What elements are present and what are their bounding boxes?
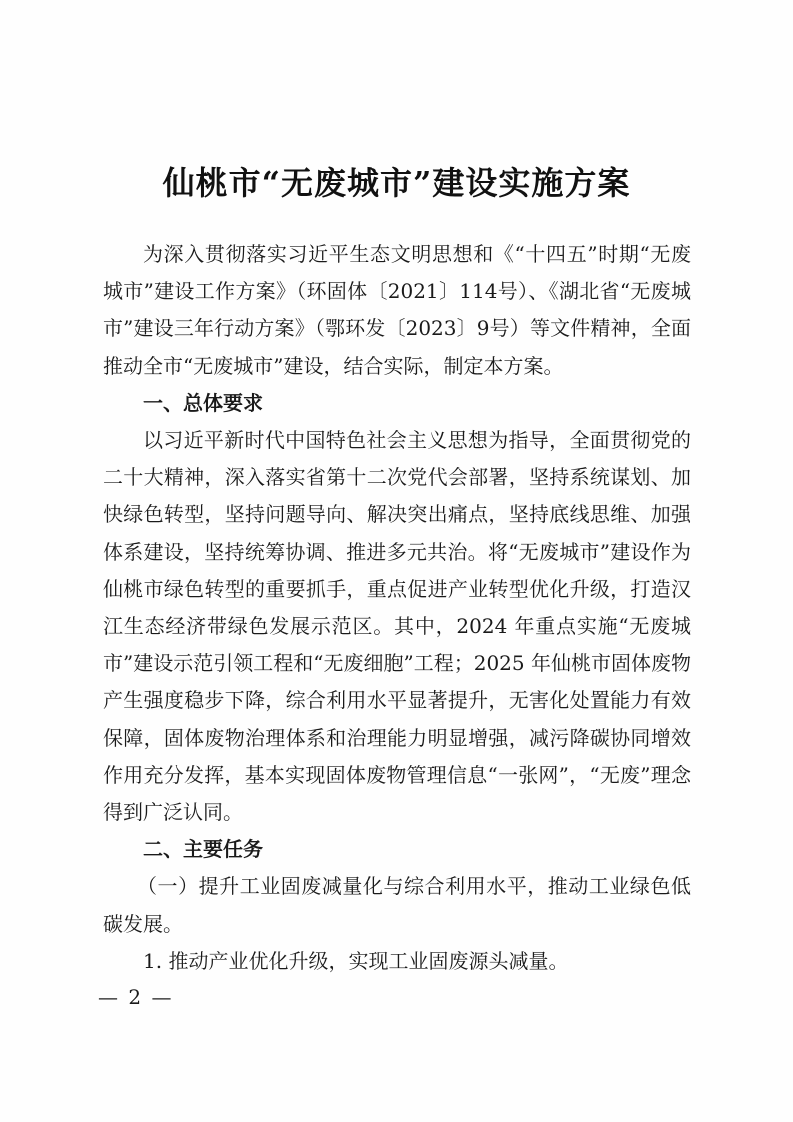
item-industrial-upgrade: 1. 推动产业优化升级，实现工业固废源头减量。 bbox=[143, 948, 569, 973]
section-heading-general-requirements: 一、总体要求 bbox=[143, 390, 263, 415]
document-title: 仙桃市“无废城市”建设实施方案 bbox=[162, 164, 631, 202]
document-body bbox=[103, 236, 691, 980]
general-requirements-paragraph: 以习近平新时代中国特色社会主义思想为指导，全面贯彻党的二十大精神，深入落实省第十二次党代会部署，坚持系统谋划、加快绿色转型，坚持问题导向、解决突出痛点，坚持底线思维、加强体系建设，坚持统筹协调、推进多元共治。将“无废城市”建设作为仙桃市绿色转型的重要抓手，重点促进产业转型优化升级，打造汉江生态经济带绿色发展示范区。其中，2024 年重点实施“无废城市”建设示范引领工程和“无废细胞”工程；2025 年仙桃市固体废物产生强度稳步下降，综合利用水平显著提升，无害化处置能力有效保障，固体废物治理体系和治理能力明显增强，减污降碳协同增效作用充分发挥，基本实现固体废物管理信息“一张网”，“无废”理念得到广泛认同。 bbox=[103, 428, 691, 825]
page-number: — 2 — bbox=[98, 985, 174, 1009]
subsection-heading-industrial-waste: （一）提升工业固废减量化与综合利用水平，推动工业绿色低碳发展。 bbox=[103, 874, 691, 936]
section-heading-main-tasks: 二、主要任务 bbox=[143, 837, 263, 862]
intro-paragraph: 为深入贯彻落实习近平生态文明思想和《“十四五”时期“无废城市”建设工作方案》（环固体〔2021〕114号）、《湖北省“无废城市”建设三年行动方案》（鄂环发〔2023〕9号）等文件精神，全面推动全市“无废城市”建设，结合实际，制定本方案。 bbox=[103, 242, 691, 378]
